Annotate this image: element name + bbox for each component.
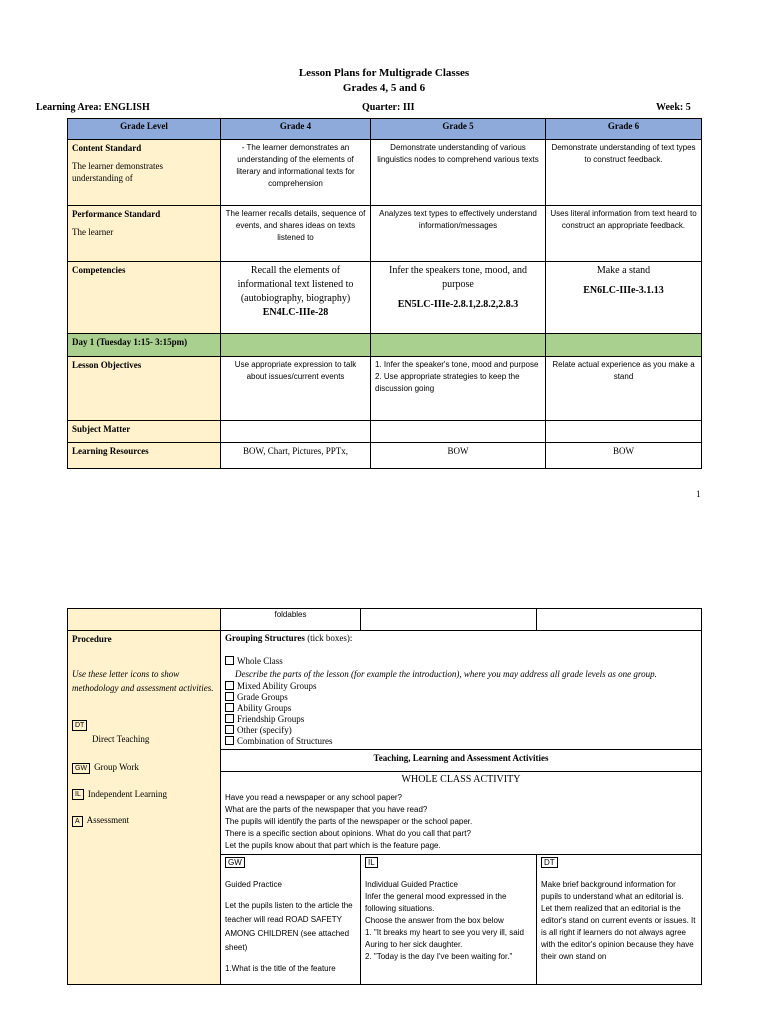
icon-il-label: Independent Learning — [87, 788, 168, 799]
content-standard-g4: - The learner demonstrates an understanding of the elements of literary and informational texts for comprehension — [221, 140, 371, 206]
page-number: 1 — [696, 489, 701, 499]
gw-question: 1.What is the title of the feature — [225, 964, 336, 973]
grouping-option[interactable]: Grade Groups — [225, 692, 697, 703]
competencies-g4-cell — [221, 262, 371, 334]
direct-teaching-icon: DT — [72, 720, 87, 731]
icon-dt-row — [72, 719, 216, 731]
direct-teaching-icon: DT — [541, 857, 558, 868]
document-title: Lesson Plans for Multigrade Classes — [298, 67, 470, 79]
lesson-objectives-label-cell — [68, 357, 221, 421]
procedure-label: Procedure — [72, 634, 112, 644]
learning-resources-label: Learning Resources — [72, 446, 149, 456]
icon-gw-row — [72, 761, 216, 773]
competencies-g6: Make a stand — [596, 265, 651, 276]
group-work-icon: GW — [72, 763, 90, 774]
performance-standard-g4: The learner recalls details, sequence of events, and shares ideas on texts listened to — [221, 206, 371, 262]
grouping-option[interactable]: Ability Groups — [225, 703, 697, 714]
competencies-label-cell — [68, 262, 221, 334]
content-standard-label-cell — [68, 140, 221, 206]
subject-matter-label: Subject Matter — [72, 424, 131, 434]
day-row — [68, 334, 702, 357]
procedure-table — [67, 608, 702, 985]
foldables-cell: foldables — [221, 609, 361, 631]
procedure-note: Use these letter icons to show methodology and assessment activities. — [72, 669, 214, 693]
gw-title: Guided Practice — [225, 880, 282, 889]
competencies-g5: Infer the speakers tone, mood, and purpose — [388, 265, 527, 290]
whole-class-line: The pupils will identify the parts of the newspaper or the school paper. — [225, 817, 473, 826]
independent-learning-icon: IL — [72, 789, 84, 800]
il-text-2: Choose the answer from the box below — [365, 916, 504, 925]
lesson-objectives-g5-cell — [371, 357, 546, 421]
dt-activity-cell — [537, 855, 702, 985]
icon-a-row — [72, 814, 216, 826]
procedure-row — [68, 631, 702, 750]
ability-groups-checkbox[interactable] — [225, 703, 234, 712]
subject-matter-label-cell — [68, 421, 221, 443]
lesson-plan-table — [67, 118, 702, 469]
gw-activity-cell — [221, 855, 361, 985]
competencies-g6-code: EN6LC-IIIe-3.1.13 — [583, 285, 664, 296]
performance-standard-g6: Uses literal information from text heard to construct an appropriate feedback. — [546, 206, 702, 262]
performance-standard-sub: The learner — [72, 227, 114, 237]
whole-class-line: Have you read a newspaper or any school paper? — [225, 793, 402, 802]
learning-resources-label-cell — [68, 443, 221, 469]
competencies-label: Competencies — [72, 265, 126, 275]
whole-class-line: Let the pupils know about that part which is the feature page. — [225, 841, 441, 850]
learning-resources-row — [68, 443, 702, 469]
learning-resources-g4: BOW, Chart, Pictures, PPTx, — [221, 443, 371, 469]
grouping-option[interactable]: Friendship Groups — [225, 714, 697, 725]
header-row — [68, 119, 702, 140]
icon-a-label: Assessment — [86, 815, 130, 826]
gw-text: Let the pupils listen to the article the teacher will read ROAD SAFETY AMONG CHILDREN (see attached sheet) — [225, 901, 353, 952]
header-grade-5: Grade 5 — [371, 119, 546, 140]
performance-standard-label-cell — [68, 206, 221, 262]
tla-title: Teaching, Learning and Assessment Activities — [221, 750, 702, 772]
content-standard-g5: Demonstrate understanding of various linguistics nodes to comprehend various texts — [371, 140, 546, 206]
competencies-g4-code: EN4LC-IIIe-28 — [262, 307, 329, 318]
foldables-row — [68, 609, 702, 631]
lesson-objectives-label: Lesson Objectives — [72, 360, 142, 370]
day-label: Day 1 (Tuesday 1:15- 3:15pm) — [68, 334, 221, 357]
competencies-g6-cell — [546, 262, 702, 334]
group-work-icon: GW — [225, 857, 245, 868]
grouping-option[interactable]: Combination of Structures — [225, 736, 697, 747]
header-grade-4: Grade 4 — [221, 119, 371, 140]
competencies-g5-code: EN5LC-IIIe-2.8.1,2.8.2,2.8.3 — [397, 299, 519, 310]
dt-text: Make brief background information for pupils to understand what an editorial is. Let them realized that an editorial is the editor's stand on current events or issues. It is all right if learners do not always agree with the editor's opinion because they have their own stand on — [541, 880, 696, 961]
il-activity-cell — [361, 855, 537, 985]
whole-class-title: WHOLE CLASS ACTIVITY — [401, 774, 521, 785]
week: Week: 5 — [656, 102, 691, 113]
competencies-row — [68, 262, 702, 334]
whole-class-cell — [221, 772, 702, 855]
grouping-heading: Grouping Structures (tick boxes): — [225, 633, 353, 643]
lesson-objectives-g5-2: 2. Use appropriate strategies to keep the discussion going — [375, 372, 520, 393]
competencies-g5-cell — [371, 262, 546, 334]
header-grade-6: Grade 6 — [546, 119, 702, 140]
il-title: Individual Guided Practice — [365, 880, 458, 889]
content-standard-sub: The learner demonstrates understanding of — [72, 161, 163, 183]
friendship-groups-checkbox[interactable] — [225, 714, 234, 723]
grouping-option[interactable]: Mixed Ability Groups — [225, 681, 697, 692]
document-subtitle: Grades 4, 5 and 6 — [342, 82, 426, 94]
mixed-ability-checkbox[interactable] — [225, 681, 234, 690]
whole-class-checkbox[interactable] — [225, 656, 234, 665]
subject-matter-row — [68, 421, 702, 443]
whole-class-line: What are the parts of the newspaper that you have read? — [225, 805, 428, 814]
lesson-objectives-g5-1: 1. Infer the speaker's tone, mood and purpose — [375, 360, 539, 369]
il-text: Infer the general mood expressed in the following situations. — [365, 892, 507, 913]
grouping-description: Describe the parts of the lesson (for example the introduction), where you may address all grade levels as one group. — [235, 669, 657, 679]
content-standard-g6: Demonstrate understanding of text types to construct feedback. — [546, 140, 702, 206]
learning-area: Learning Area: ENGLISH — [36, 102, 150, 113]
grouping-whole-class[interactable]: Whole Class — [225, 656, 697, 667]
grade-groups-checkbox[interactable] — [225, 692, 234, 701]
quarter: Quarter: III — [362, 102, 415, 113]
performance-standard-g5: Analyzes text types to effectively understand information/messages — [371, 206, 546, 262]
lesson-objectives-row — [68, 357, 702, 421]
performance-standard-row — [68, 206, 702, 262]
content-standard-label: Content Standard — [72, 143, 142, 153]
whole-class-line: There is a specific section about opinions. What do you call that part? — [225, 829, 471, 838]
combination-checkbox[interactable] — [225, 736, 234, 745]
assessment-icon: A — [72, 816, 83, 827]
header-grade-level: Grade Level — [68, 119, 221, 140]
icon-il-row — [72, 788, 216, 800]
learning-resources-g6: BOW — [546, 443, 702, 469]
lesson-objectives-g6: Relate actual experience as you make a stand — [546, 357, 702, 421]
other-checkbox[interactable] — [225, 725, 234, 734]
competencies-g4: Recall the elements of informational text listened to (autobiography, biography) — [237, 265, 354, 304]
content-standard-row — [68, 140, 702, 206]
il-item-2: 2. "Today is the day I've been waiting for." — [365, 952, 513, 961]
grouping-cell — [221, 631, 702, 750]
il-item-1: 1. "It breaks my heart to see you very ill, said Auring to her sick daughter. — [365, 928, 524, 949]
procedure-label-cell — [68, 631, 221, 985]
icon-dt-label: Direct Teaching — [92, 734, 150, 745]
performance-standard-label: Performance Standard — [72, 209, 161, 219]
icon-gw-label: Group Work — [94, 762, 139, 773]
independent-learning-icon: IL — [365, 857, 378, 868]
lesson-objectives-g4: Use appropriate expression to talk about issues/current events — [221, 357, 371, 421]
grouping-option[interactable]: Other (specify) — [225, 725, 697, 736]
learning-resources-g5: BOW — [371, 443, 546, 469]
